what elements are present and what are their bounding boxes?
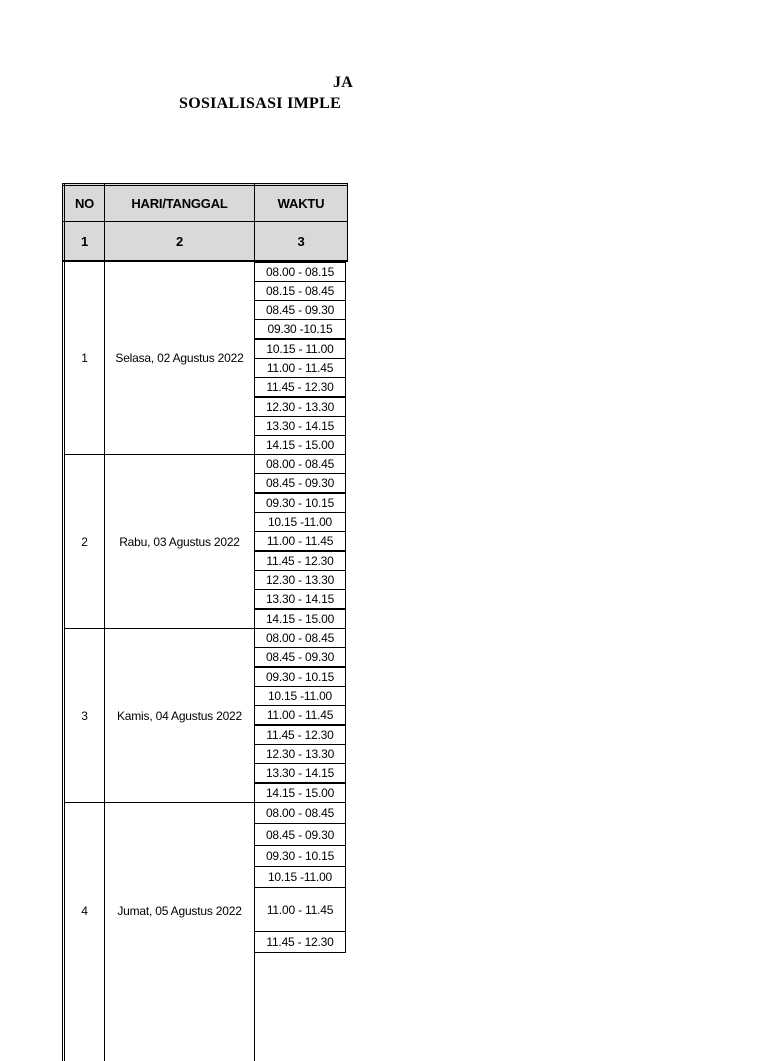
time-slot: 14.15 - 15.00: [254, 609, 346, 629]
header-no: NO: [65, 186, 104, 221]
time-slot: 10.15 - 11.00: [254, 339, 346, 359]
time-slot: 14.15 - 15.00: [254, 783, 346, 803]
row-date: Rabu, 03 Agustus 2022: [119, 534, 240, 549]
time-slot: 08.45 - 09.30: [254, 300, 346, 320]
time-slot: 11.45 - 12.30: [254, 377, 346, 397]
time-slot: 08.45 - 09.30: [254, 473, 346, 493]
body-left-border: [62, 261, 63, 1061]
time-slot: 08.00 - 08.45: [254, 454, 346, 474]
time-slot: 11.45 - 12.30: [254, 551, 346, 571]
row-date: Selasa, 02 Agustus 2022: [115, 351, 244, 365]
row-no: 3: [81, 708, 88, 723]
document-title: JA: [333, 74, 354, 91]
time-slot: 11.00 - 11.45: [254, 531, 346, 551]
time-slot: 13.30 - 14.15: [254, 416, 346, 436]
time-slot: 11.45 - 12.30: [254, 725, 346, 745]
time-slot: 09.30 - 10.15: [254, 667, 346, 687]
time-slot: 09.30 - 10.15: [254, 845, 346, 867]
time-slot: 08.15 - 08.45: [254, 281, 346, 301]
row-no: 4: [81, 904, 88, 918]
time-slot: 10.15 -11.00: [254, 512, 346, 532]
row-no: 1: [81, 351, 88, 365]
document-subtitle: SOSIALISASI IMPLE: [179, 95, 342, 112]
time-slot: 11.00 - 11.45: [254, 358, 346, 378]
time-slot: 11.00 - 11.45: [254, 887, 346, 932]
header-number-3: 3: [255, 222, 347, 260]
time-slot: 12.30 - 13.30: [254, 397, 346, 417]
time-slot: 08.00 - 08.45: [254, 628, 346, 648]
time-slot: 12.30 - 13.30: [254, 744, 346, 764]
time-slot: 09.30 -10.15: [254, 319, 346, 339]
time-slot: 10.15 -11.00: [254, 866, 346, 888]
time-slot: 11.45 - 12.30: [254, 931, 346, 953]
time-slot: 09.30 - 10.15: [254, 493, 346, 513]
row-no: 2: [81, 534, 88, 549]
time-slot: 08.00 - 08.45: [254, 802, 346, 824]
time-slot: 08.00 - 08.15: [254, 262, 346, 282]
time-slot: 13.30 - 14.15: [254, 589, 346, 609]
time-slot: 11.00 - 11.45: [254, 705, 346, 725]
time-slot: 13.30 - 14.15: [254, 763, 346, 783]
time-slot: 14.15 - 15.00: [254, 435, 346, 455]
document-viewport: [0, 0, 354, 1024]
time-slot: 08.45 - 09.30: [254, 823, 346, 846]
header-number-1: 1: [65, 222, 104, 260]
header-number-2: 2: [105, 222, 254, 260]
row-date: Jumat, 05 Agustus 2022: [117, 904, 242, 918]
header-waktu: WAKTU: [255, 186, 347, 221]
time-slot: 12.30 - 13.30: [254, 570, 346, 590]
row-date: Kamis, 04 Agustus 2022: [116, 708, 243, 723]
time-slot: 08.45 - 09.30: [254, 647, 346, 667]
header-hari-tanggal: HARI/TANGGAL: [105, 186, 254, 221]
time-slot: 10.15 -11.00: [254, 686, 346, 706]
